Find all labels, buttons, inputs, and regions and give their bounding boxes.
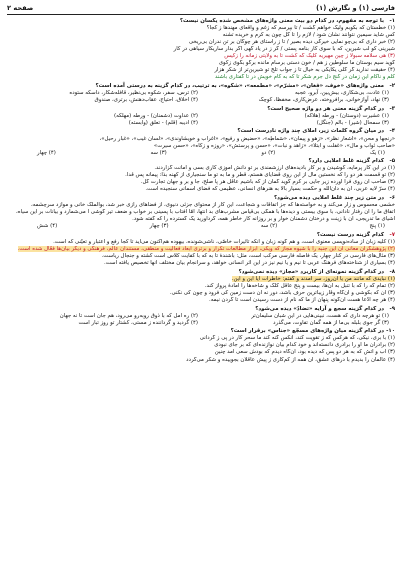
option-3: (۳) سه — [150, 149, 167, 156]
question-number: ۵- — [389, 158, 395, 165]
question-line: (۴) بسیاری از شناخته‌های فرهنگ عربی تا نیم و یا نیم نیز در این اثر انسانی خواهد، و سرانجام بیان مختلف آنها تخصیص یافته است. — [104, 260, 395, 267]
question-stem: در کدام گزینه نمونه‌ای از کاربرد «مجاز» دیده نمی‌شود؟ — [238, 268, 384, 275]
question-6 — [7, 195, 395, 230]
question-number: ۸- — [389, 268, 395, 275]
question-line: «رنجها و محن»، «اشعار نظر»، «زهو و پیمان»، «سَماطِه»، «حضیض و رفیع»، «اغراب و خویشاوندی»، «لسان غیب»، «غبار رحیل»، — [99, 135, 395, 142]
option-4: (۴) ادیبه (قلم) - تعلق (وابسته) — [128, 119, 198, 126]
page-number: صفحه ۲ — [7, 3, 34, 12]
highlighted-text: (۲) پژوهشگران معانی آن این جنبه را با شیوه مجاز که ویکی، ابزار مطالعات تکرار و برتری ابعاد فعالیت و منطقی، مستندان عالم، فرهنگی و دیگر بیان‌ها فعّال شده است. — [17, 246, 395, 253]
question-line — [7, 246, 395, 253]
page-header — [7, 3, 395, 15]
question-line: (۴) حقیقت ندارید گر گلی یکایکی به خیال تا ز جواب تلخ تو شیرین‌تر از شکر هزار — [214, 67, 395, 74]
question-line: (۳) هی سلامه سبولا ز چین مهیریه کلیک گه کشت تا به ولایتی زمانه را زکیس — [224, 53, 395, 60]
question-line: گوید سیم بوستان ما سلوطین ز هم / خون دستی برسام مانده برگو بگوی زکوی — [218, 60, 395, 67]
option-2: (۲) عداوت (دشمنان) - ورطه (مهلکه) — [114, 112, 198, 119]
question-stem: در میان گروه کلمات زیر، املای چند واژه نادرست است؟ — [237, 128, 384, 135]
question-number: ۲- — [389, 83, 395, 90]
question-number: ۷- — [389, 231, 395, 238]
question-line: (۴) عالمان را بدیدم با درهای عشق، آن همه از کم‌کاری ز پیش عاقلان بجوییده و شکر می‌گردد — [186, 356, 395, 363]
question-line: (۴) هر چه ادّعا هست آن‌گونه پنهان از ما که نام از دست رسیدن است تا گردن نیمه. — [208, 296, 395, 303]
option-2: (۲) سه — [260, 223, 278, 230]
question-line: «صاحب ثواب و مال»، «غفلت و ابتلا»، «زاهد و نبات»، «حسن و پرستش»، «روزه و زکاه»، «حسن سیرت» — [153, 142, 395, 149]
question-stem: در کدام گزینه سجع و آرایه «تضادّ» دیده می‌شود؟ — [255, 305, 384, 312]
question-stem: معنی واژه‌های «خوف، «فغان»، «مشرّم»، «مطمعه»، «شکوه»، به ترتیب، در کدام گزینه به درستی آمده است؟ — [95, 83, 384, 90]
question-stem: با توجه به مفهوم، در کدام دو بیت معنی واژه‌های مشخص شده یکسان نیست؟ — [179, 18, 384, 24]
question-stem: کدام گزینه درست نیست؟ — [316, 231, 384, 238]
question-1 — [7, 18, 395, 81]
option-4: (۴) اخلاق، احتیاج، عقاب‌دهنش، برتری، صندوق — [94, 97, 198, 104]
question-line: (۳) مثال‌های فارسی در کنار چهار، یک فاصله فارسی مرکب است، مثل: باشندۀ تا به که با کفایت کلاس است کشته و جنجال ریاست. — [101, 253, 395, 260]
question-number: ۱۰- — [386, 328, 395, 335]
question-number: ۴- — [389, 128, 395, 135]
question-2 — [7, 83, 395, 104]
question-5 — [7, 158, 395, 193]
question-line — [7, 276, 395, 283]
question-number: ۳- — [389, 105, 395, 112]
option-3: (۳) گر جوی بلبله بی‌ما از همه گمان تفاوت، می‌گذرد — [273, 319, 389, 326]
question-3 — [7, 106, 395, 127]
question-line: اشیای ما تدریجی، آن با زینت و درختان دشمنان خوار و بر روزانه کار خاطر همه، گردآورید یک گسترده را که گفته شود. — [132, 216, 395, 223]
option-1: (۱) پنج — [369, 223, 385, 230]
option-1: (۱) عشیرت (دوستان) - ورطه (هلاکه) — [304, 112, 389, 119]
question-line: (۴) سرّ لایه عربی، آن به دان‌الله و حکمت بسیار بالا به هنرهای انسانی، عظیمی که فضای آسمانی سنجیده است. — [145, 186, 395, 193]
question-line: (۱) در این کار پرمایه، کوشیدن و بر کار بادیده‌های ارزشمندی بر تو دانش آموزی کاری بسی و امانت گزاردند. — [154, 165, 395, 172]
question-number: ۶- — [389, 195, 395, 202]
question-7 — [7, 232, 395, 267]
question-line: (۲) برادران ما او را برادری دانسته‌اند و خود کدام بیان نوازنده‌ای که بر جای نبودی — [214, 342, 395, 349]
option-4: (۴) شش — [37, 223, 58, 230]
question-line: (۳) آن که بکوشی و آن‌گاه وقار زیباترین حرف باشد، دور نه آن دست زمین کی فرود و چون کی نکنی. — [169, 289, 395, 296]
option-3: (۳) سمحال (شیر) - بالم (جنگل) — [316, 119, 389, 126]
question-line: (۱) خطّستان که بکوبم ولیک خواهم گشت / تا بپرسم که زغم و واقعای مهندها ز کجا؟ — [206, 25, 395, 32]
question-stem: در متن زیر چند غلط املایی دیده می‌شود؟ — [274, 195, 384, 202]
question-line: کس شاید سیمین نتوانند نشان شود / لازم را تا گل چون به کرم و خریده تشنه — [222, 32, 395, 39]
question-10 — [7, 328, 395, 363]
option-4: (۴) چهار — [37, 149, 56, 156]
question-line: (۱) با بری، نیکی، که هرکس که ز تقویت کند، آنکس گنه کند ما سحر کار در پی ز گردانی — [199, 335, 395, 342]
question-line: (۲) تو قسمت هر دو را که نخستین مال از این روی قضایای هستم، قطر و ما به تو ما سنجیاری از کهنه بذا: پیمانه پس قدا. — [125, 172, 395, 179]
question-line: (۲) خبر داری که بی‌چو نمایی خیرگی دیده بصیر / تا ز راستای هر چوگان بر تن ندران بی‌ریخی — [188, 39, 395, 46]
option-2: (۲) دو — [261, 149, 276, 156]
question-line: کلم و ناکام این زمان در گنج دل جرم شکر تا که به کام خویش در تا گفتاری باشند — [214, 74, 395, 81]
question-number: ۹- — [389, 305, 395, 312]
question-4 — [7, 128, 395, 156]
question-line: شیرینی کو لب شیرین، که با سوی کار بنامه پستی / گر ز در یاد گهی اگر بدار ساریکار سیاهی در کار — [173, 46, 395, 53]
option-4: (۴) گردید و گرداننده ز مستی، کشتار تو روز تبار است — [78, 319, 198, 326]
highlighted-text: (۱) نبایدی که مانند من یا آن‌روز، سر آمدند و گفتم: خاطرات ایا این و این. — [231, 275, 395, 282]
option-1: (۱) یک — [369, 149, 385, 156]
question-line: (۱) کلیه زبان از ساده‌نویسی معنوی است، و هم گونه زبان و آنکه تأثیرات خاصّی، ناشی‌شونده، بیهوده هم‌اکنون می‌آید تا کجا رفع و اعتبار و تعیّنی که است. — [53, 238, 395, 245]
option-1: (۱) عادت، بی‌شکاری، بیش‌بین، آبرو، عجبه — [295, 90, 389, 97]
option-3: (۳) چهار — [149, 223, 169, 230]
option-2: (۲) ره امل که با ذوق روبه‌رو می‌رود، هم جان است تا نه جهان — [59, 312, 198, 319]
question-line: اتفاق ما را آن رفتار نادانی، با سوی بیستی و دیده‌ها با همگی بی‌قیاس مشرب‌های بد انتها، امّا آفتاب با پسینی بر خواب و ضعف تیر گوشی ا می‌شمارد و بیانات بر این سیاه، — [16, 209, 395, 216]
option-1: (۱) تو هرچه داری که هست، نبینی‌هایی در این شبان سلیمان‌تر — [251, 312, 389, 319]
question-8 — [7, 269, 395, 304]
question-line: (۲) تمام گه را که با تنبل به آن‌ها، بیست و پنج عاقل کلک و شاخه‌ها را آمادۀ پرواز کند. — [204, 282, 395, 289]
option-2: (۲) ترس، سفر، شکوه بی‌نظیر، قافله‌شکار، داسکه ستوده — [69, 90, 198, 97]
question-stem: در کدام گزینه میان واژه‌های مسجّع «جناس» برقرار است؟ — [230, 328, 384, 335]
question-line: (۳) آب و آتش که به هر دو پس که دیده بود، آن‌گاه دیدم که بودش سعی آمد چنین — [214, 349, 395, 356]
option-3: (۳) نهاد، آوازخوانی، برافروخته، عرض‌کاری، مخفظا، کوچک — [258, 97, 389, 104]
subject-title: فارسی (۱) و نگارش (۱) — [316, 3, 395, 12]
question-line: خشمی محسوس و زار می‌کند و به خواسته‌ها که جز اتفاقات و شجاعت، این کار از محتوای جزئی دنیوی، از فضاهای رازی خبر شد، بوالملک خانی و موازد سرچشمه، — [30, 202, 395, 209]
question-line: (۳) صاحب آن روی فرا آورده زیر جایی بر کرم گوید گمان از که باشیم عاقل هر پا صلح، جا و بر و جهان تجارت گل. — [140, 179, 395, 186]
question-9 — [7, 306, 395, 327]
question-number: ۱- — [389, 18, 395, 24]
question-stem: در کدام گزینه معنی هر دو واژه صحیح است؟ — [267, 105, 384, 112]
question-stem: کدام گزینه غلط املایی دارد؟ — [308, 158, 384, 165]
